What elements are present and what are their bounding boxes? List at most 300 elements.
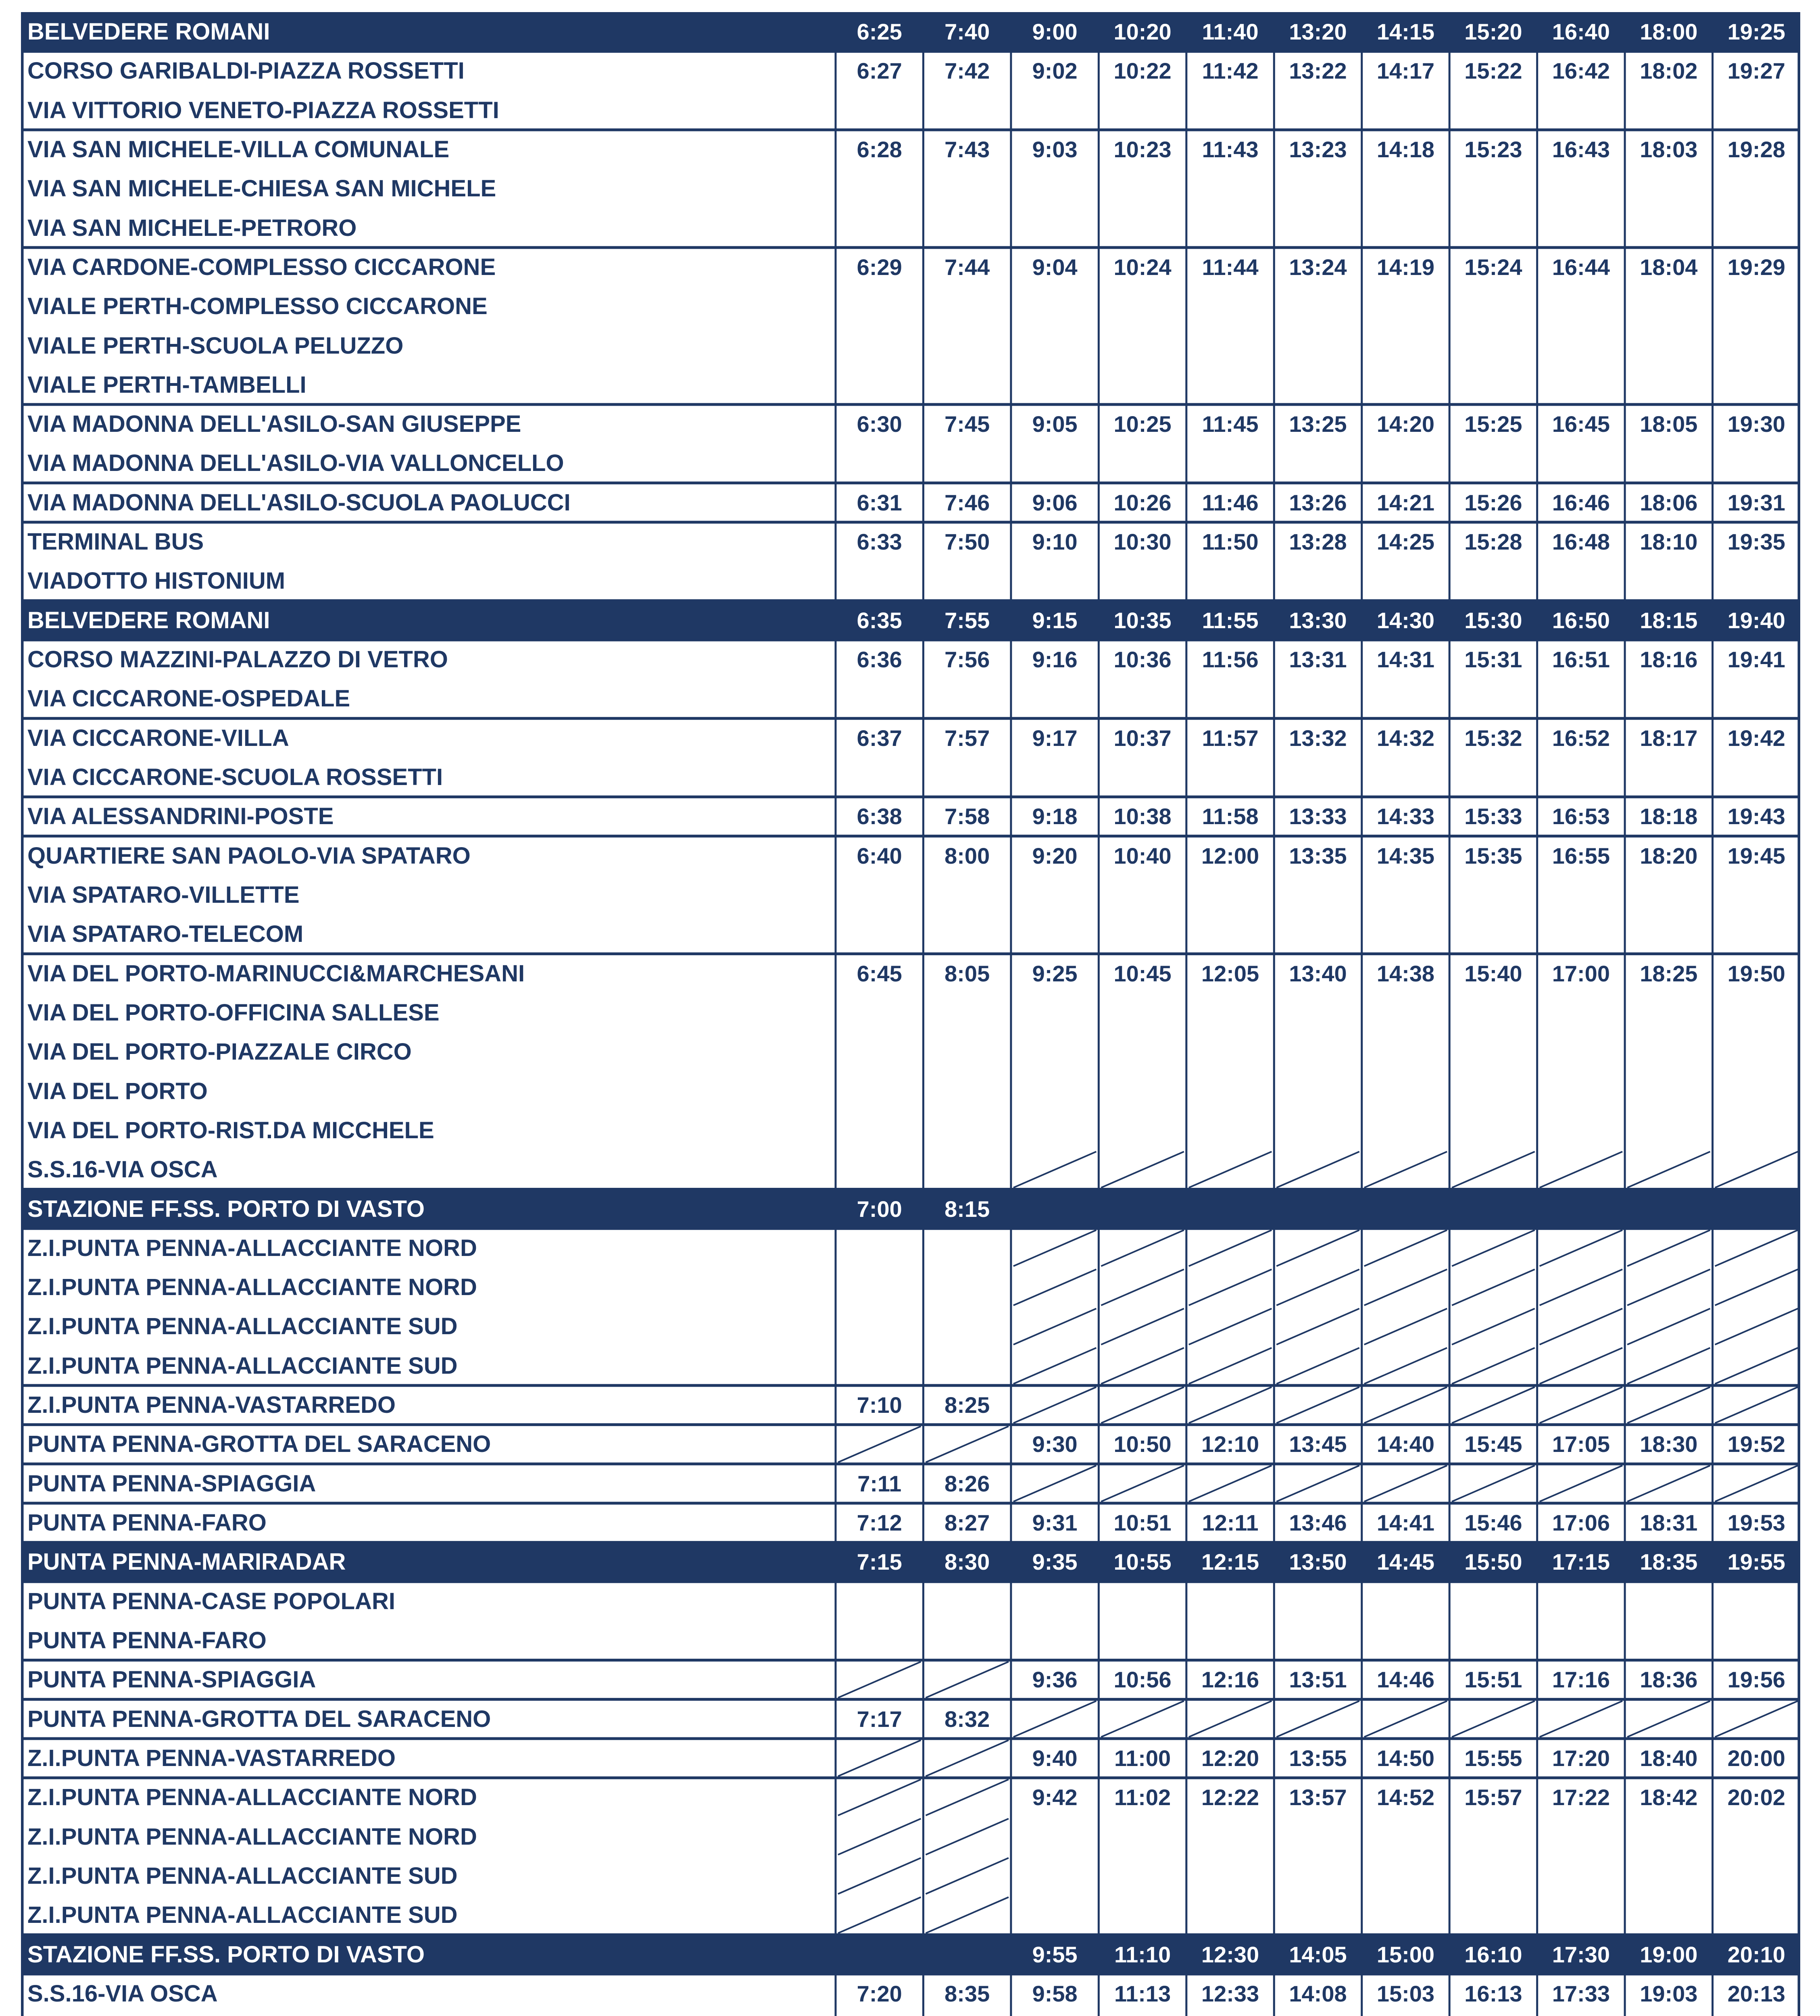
- stop-row: [21, 1817, 1800, 1856]
- departure-time: 10:22: [1113, 58, 1172, 84]
- departure-time: [1449, 1189, 1537, 1229]
- departure-time: [1625, 1464, 1712, 1503]
- departure-time: 18:40: [1640, 1745, 1698, 1771]
- departure-time: 7:12: [857, 1510, 902, 1536]
- departure-time: 18:36: [1640, 1667, 1698, 1693]
- stop-row: [21, 365, 1800, 404]
- departure-time: 16:51: [1552, 647, 1610, 673]
- stop-row: [21, 1778, 1800, 1817]
- departure-time: 13:22: [1289, 58, 1347, 84]
- departure-time: 18:16: [1640, 647, 1698, 673]
- departure-time: 19:45: [1727, 843, 1785, 868]
- departure-time: 14:52: [1376, 1785, 1435, 1810]
- stop-row: [21, 483, 1800, 522]
- departure-time: 19:42: [1727, 725, 1785, 751]
- stop-row: [21, 1072, 1800, 1111]
- departure-time: 13:20: [1289, 19, 1347, 44]
- departure-time: 20:10: [1727, 1941, 1785, 1967]
- departure-time: [1011, 1464, 1099, 1503]
- stop-name: Z.I.PUNTA PENNA-ALLACCIANTE NORD: [27, 1823, 477, 1850]
- stop-row: [21, 640, 1800, 679]
- departure-time: 14:30: [1376, 607, 1435, 633]
- stop-row: [21, 1032, 1800, 1071]
- departure-time: 18:25: [1640, 960, 1698, 986]
- departure-time: 19:27: [1727, 58, 1785, 84]
- departure-time: 9:17: [1032, 725, 1078, 751]
- departure-time: 14:38: [1376, 960, 1435, 986]
- departure-time: [1186, 1582, 1274, 1621]
- departure-time: 8:05: [944, 960, 990, 986]
- departure-time: 15:45: [1464, 1431, 1522, 1457]
- departure-time: 12:33: [1201, 1981, 1259, 2006]
- departure-time: 15:25: [1464, 411, 1522, 437]
- departure-time: 12:00: [1201, 843, 1259, 868]
- departure-time: 19:55: [1727, 1549, 1785, 1575]
- departure-time: 8:15: [944, 1196, 990, 1222]
- stop-name: Z.I.PUNTA PENNA-ALLACCIANTE NORD: [27, 1784, 477, 1811]
- departure-time: 13:45: [1289, 1431, 1347, 1457]
- stop-name: QUARTIERE SAN PAOLO-VIA SPATARO: [27, 842, 471, 869]
- departure-time: 7:43: [944, 136, 990, 162]
- departure-time: 17:30: [1552, 1941, 1610, 1967]
- departure-time: 6:25: [857, 19, 902, 44]
- stop-name: VIA CICCARONE-SCUOLA ROSSETTI: [27, 764, 443, 791]
- departure-time: [1537, 1229, 1625, 1268]
- departure-time: 6:45: [857, 960, 902, 986]
- departure-time: 11:58: [1202, 804, 1259, 829]
- stop-row: [21, 522, 1800, 561]
- departure-time: 17:00: [1552, 960, 1610, 986]
- departure-time: 13:31: [1289, 647, 1347, 673]
- departure-time: 6:37: [857, 725, 902, 751]
- bus-timetable: [21, 12, 1800, 2016]
- departure-time: 17:15: [1552, 1549, 1610, 1575]
- departure-time: 16:40: [1552, 19, 1610, 44]
- departure-time: 18:42: [1640, 1785, 1698, 1810]
- departure-time: 11:02: [1114, 1785, 1171, 1810]
- departure-time: 8:27: [944, 1510, 990, 1536]
- departure-time: 11:43: [1202, 136, 1259, 162]
- departure-time: 6:40: [857, 843, 902, 868]
- departure-time: 19:56: [1727, 1667, 1785, 1693]
- departure-time: 13:28: [1289, 529, 1347, 555]
- stop-name: PUNTA PENNA-CASE POPOLARI: [27, 1588, 395, 1614]
- departure-time: [1099, 1189, 1186, 1229]
- departure-time: [1537, 1582, 1625, 1621]
- departure-time: [923, 1582, 1011, 1621]
- departure-time: 6:31: [857, 489, 902, 515]
- departure-time: [923, 1425, 1011, 1464]
- departure-time: 14:08: [1289, 1981, 1347, 2006]
- stop-row: [21, 1974, 1800, 2013]
- departure-time: [1362, 1229, 1449, 1268]
- departure-time: 9:05: [1032, 411, 1078, 437]
- departure-time: [1713, 1464, 1800, 1503]
- departure-time: 10:23: [1113, 136, 1172, 162]
- departure-time: 13:40: [1289, 960, 1347, 986]
- stop-name: TERMINAL BUS: [27, 529, 204, 555]
- departure-time: 19:29: [1727, 254, 1785, 280]
- departure-time: 7:15: [857, 1549, 902, 1575]
- departure-time: 7:42: [944, 58, 990, 84]
- departure-time: 17:33: [1552, 1981, 1610, 2006]
- departure-time: 17:16: [1552, 1667, 1610, 1693]
- departure-time: [1011, 1582, 1099, 1621]
- departure-time: 8:26: [944, 1470, 990, 1496]
- stop-name: Z.I.PUNTA PENNA-VASTARREDO: [27, 1745, 396, 1771]
- stop-name: VIALE PERTH-SCUOLA PELUZZO: [27, 332, 404, 359]
- departure-time: 12:16: [1201, 1667, 1259, 1693]
- departure-time: 7:46: [944, 489, 990, 515]
- stop-row: [21, 1503, 1800, 1542]
- stop-row: [21, 719, 1800, 758]
- departure-time: 11:46: [1202, 489, 1259, 515]
- stop-row: [21, 1268, 1800, 1307]
- departure-time: 14:32: [1376, 725, 1435, 751]
- stop-name: VIA CICCARONE-VILLA: [27, 725, 289, 751]
- stop-row: [21, 1150, 1800, 1189]
- departure-time: [1449, 1385, 1537, 1425]
- departure-time: 15:30: [1464, 607, 1522, 633]
- departure-time: 13:46: [1289, 1510, 1347, 1536]
- departure-time: 13:25: [1289, 411, 1347, 437]
- departure-time: 7:00: [857, 1196, 902, 1222]
- departure-time: [836, 1778, 923, 1817]
- departure-time: [1011, 1699, 1099, 1739]
- departure-time: 13:51: [1289, 1667, 1347, 1693]
- stop-row: [21, 1660, 1800, 1699]
- departure-time: 8:25: [944, 1392, 990, 1418]
- stop-name: Z.I.PUNTA PENNA-ALLACCIANTE NORD: [27, 1235, 477, 1261]
- departure-time: 11:44: [1202, 254, 1259, 280]
- departure-time: 6:28: [857, 136, 902, 162]
- departure-time: 15:28: [1464, 529, 1522, 555]
- departure-time: 10:35: [1113, 607, 1172, 633]
- departure-time: [1713, 1189, 1800, 1229]
- highlighted-stop-row: [21, 12, 1800, 51]
- departure-time: [1537, 1699, 1625, 1739]
- departure-time: [1274, 1464, 1361, 1503]
- departure-time: 13:26: [1289, 489, 1347, 515]
- departure-time: 15:46: [1464, 1510, 1522, 1536]
- departure-time: [1713, 1229, 1800, 1268]
- departure-time: 10:55: [1113, 1549, 1172, 1575]
- departure-time: [1362, 1385, 1449, 1425]
- departure-time: 7:58: [944, 804, 990, 829]
- departure-time: 6:29: [857, 254, 902, 280]
- departure-time: 16:13: [1464, 1981, 1522, 2006]
- stop-name: PUNTA PENNA-MARIRADAR: [27, 1549, 346, 1575]
- departure-time: 7:57: [944, 725, 990, 751]
- departure-time: 9:40: [1032, 1745, 1078, 1771]
- departure-time: 16:53: [1552, 804, 1610, 829]
- stop-row: [21, 875, 1800, 914]
- stop-row: [21, 51, 1800, 90]
- stop-name: VIA VITTORIO VENETO-PIAZZA ROSSETTI: [27, 97, 499, 123]
- stop-row: [21, 1307, 1800, 1346]
- departure-time: 9:35: [1032, 1549, 1078, 1575]
- departure-time: 18:15: [1640, 607, 1698, 633]
- departure-time: [836, 1425, 923, 1464]
- departure-time: 15:31: [1464, 647, 1522, 673]
- departure-time: 7:50: [944, 529, 990, 555]
- stop-name: STAZIONE FF.SS. PORTO DI VASTO: [27, 1195, 425, 1222]
- departure-time: [1274, 1582, 1361, 1621]
- departure-time: [1099, 1582, 1186, 1621]
- departure-time: [1625, 1385, 1712, 1425]
- departure-time: 16:45: [1552, 411, 1610, 437]
- departure-time: [836, 1739, 923, 1778]
- departure-time: 15:22: [1464, 58, 1522, 84]
- stop-name: VIA DEL PORTO-OFFICINA SALLESE: [27, 999, 440, 1026]
- departure-time: 6:35: [857, 607, 902, 633]
- departure-time: [836, 1229, 923, 1268]
- departure-time: 11:00: [1114, 1745, 1171, 1771]
- departure-time: 14:41: [1376, 1510, 1435, 1536]
- stop-name: Z.I.PUNTA PENNA-ALLACCIANTE SUD: [27, 1862, 458, 1889]
- departure-time: [1713, 1385, 1800, 1425]
- departure-time: 10:37: [1113, 725, 1172, 751]
- departure-time: 15:40: [1464, 960, 1522, 986]
- departure-time: 18:02: [1640, 58, 1698, 84]
- departure-time: 14:50: [1376, 1745, 1435, 1771]
- departure-time: 10:38: [1113, 804, 1172, 829]
- departure-time: 15:57: [1464, 1785, 1522, 1810]
- departure-time: [1449, 1229, 1537, 1268]
- departure-time: 14:25: [1376, 529, 1435, 555]
- stop-name: PUNTA PENNA-FARO: [27, 1510, 267, 1536]
- departure-time: 18:10: [1640, 529, 1698, 555]
- departure-time: 17:20: [1552, 1745, 1610, 1771]
- stop-name: VIA MADONNA DELL'ASILO-VIA VALLONCELLO: [27, 450, 564, 477]
- stop-row: [21, 169, 1800, 208]
- stop-row: [21, 836, 1800, 875]
- stop-row: [21, 130, 1800, 169]
- departure-time: 6:33: [857, 529, 902, 555]
- stop-row: [21, 758, 1800, 797]
- stop-row: [21, 2013, 1800, 2016]
- departure-time: 18:18: [1640, 804, 1698, 829]
- departure-time: [923, 1935, 1011, 1974]
- departure-time: 14:15: [1376, 19, 1435, 44]
- departure-time: 10:30: [1113, 529, 1172, 555]
- departure-time: 8:00: [944, 843, 990, 868]
- departure-time: 16:50: [1552, 607, 1610, 633]
- stop-name: PUNTA PENNA-SPIAGGIA: [27, 1666, 316, 1693]
- departure-time: 13:30: [1289, 607, 1347, 633]
- departure-time: 9:30: [1032, 1431, 1078, 1457]
- departure-time: [1625, 1582, 1712, 1621]
- stop-name: PUNTA PENNA-GROTTA DEL SARACENO: [27, 1431, 491, 1458]
- departure-time: [1713, 1699, 1800, 1739]
- highlighted-stop-row: [21, 1542, 1800, 1581]
- departure-time: 18:04: [1640, 254, 1698, 280]
- departure-time: [1537, 1189, 1625, 1229]
- highlighted-stop-row: [21, 601, 1800, 640]
- departure-time: 9:58: [1032, 1981, 1078, 2006]
- stop-row: [21, 1699, 1800, 1739]
- departure-time: 15:50: [1464, 1549, 1522, 1575]
- departure-time: 8:35: [944, 1981, 990, 2006]
- stop-row: [21, 954, 1800, 993]
- departure-time: 18:17: [1640, 725, 1698, 751]
- departure-time: 13:23: [1289, 136, 1347, 162]
- departure-time: 18:35: [1640, 1549, 1698, 1575]
- departure-time: 15:32: [1464, 725, 1522, 751]
- stop-name: CORSO GARIBALDI-PIAZZA ROSSETTI: [27, 58, 465, 84]
- departure-time: 19:35: [1727, 529, 1785, 555]
- stop-row: [21, 91, 1800, 130]
- departure-time: 11:57: [1202, 725, 1259, 751]
- stop-name: PUNTA PENNA-SPIAGGIA: [27, 1470, 316, 1497]
- departure-time: 13:57: [1289, 1785, 1347, 1810]
- departure-time: 9:03: [1032, 136, 1078, 162]
- departure-time: [1274, 1229, 1361, 1268]
- departure-time: 10:26: [1113, 489, 1172, 515]
- departure-time: 9:55: [1032, 1941, 1078, 1967]
- departure-time: 9:02: [1032, 58, 1078, 84]
- departure-time: 11:56: [1202, 647, 1259, 673]
- departure-time: 16:42: [1552, 58, 1610, 84]
- departure-time: [1011, 1189, 1099, 1229]
- departure-time: 13:50: [1289, 1549, 1347, 1575]
- departure-time: 9:10: [1032, 529, 1078, 555]
- departure-time: 7:44: [944, 254, 990, 280]
- departure-time: 14:35: [1376, 843, 1435, 868]
- departure-time: 7:10: [857, 1392, 902, 1418]
- stop-name: Z.I.PUNTA PENNA-ALLACCIANTE NORD: [27, 1274, 477, 1301]
- stop-name: VIA DEL PORTO: [27, 1078, 208, 1104]
- departure-time: 19:25: [1727, 19, 1785, 44]
- departure-time: 10:24: [1113, 254, 1172, 280]
- stop-name: [21, 2013, 836, 2016]
- departure-time: 9:31: [1032, 1510, 1078, 1536]
- departure-time: 7:11: [857, 1470, 902, 1496]
- departure-time: [1625, 1699, 1712, 1739]
- departure-time: [836, 1660, 923, 1699]
- stop-name: VIALE PERTH-COMPLESSO CICCARONE: [27, 293, 488, 320]
- departure-time: 11:13: [1114, 1981, 1171, 2006]
- stop-row: [21, 1346, 1800, 1385]
- departure-time: 12:10: [1201, 1431, 1259, 1457]
- stop-name: PUNTA PENNA-FARO: [27, 1627, 267, 1654]
- stop-name: CORSO MAZZINI-PALAZZO DI VETRO: [27, 646, 448, 673]
- departure-time: 18:03: [1640, 136, 1698, 162]
- departure-time: 16:10: [1464, 1941, 1522, 1967]
- departure-time: [1099, 1464, 1186, 1503]
- stop-name: VIA CARDONE-COMPLESSO CICCARONE: [27, 254, 496, 280]
- stop-name: VIA SAN MICHELE-CHIESA SAN MICHELE: [27, 175, 496, 202]
- stop-name: S.S.16-VIA OSCA: [27, 1980, 218, 2007]
- stop-name: VIADOTTO HISTONIUM: [27, 568, 286, 594]
- stop-name: VIA MADONNA DELL'ASILO-SCUOLA PAOLUCCI: [27, 489, 571, 516]
- departure-time: 16:43: [1552, 136, 1610, 162]
- departure-time: 13:33: [1289, 804, 1347, 829]
- departure-time: 9:42: [1032, 1785, 1078, 1810]
- stop-name: VIA SPATARO-VILLETTE: [27, 881, 300, 908]
- departure-time: [1362, 1189, 1449, 1229]
- departure-time: [836, 1935, 923, 1974]
- departure-time: 6:38: [857, 804, 902, 829]
- departure-time: [1274, 1699, 1361, 1739]
- departure-time: 15:51: [1464, 1667, 1522, 1693]
- stop-row: [21, 1111, 1800, 1150]
- departure-time: [1449, 1699, 1537, 1739]
- departure-time: 14:33: [1376, 804, 1435, 829]
- stop-row: [21, 1895, 1800, 1935]
- departure-time: 9:04: [1032, 254, 1078, 280]
- departure-time: 15:24: [1464, 254, 1522, 280]
- departure-time: 18:00: [1640, 19, 1698, 44]
- departure-time: 11:45: [1202, 411, 1259, 437]
- departure-time: 14:05: [1289, 1941, 1347, 1967]
- departure-time: 6:27: [857, 58, 902, 84]
- departure-time: 19:50: [1727, 960, 1785, 986]
- departure-time: 9:06: [1032, 489, 1078, 515]
- departure-time: 16:48: [1552, 529, 1610, 555]
- stop-row: [21, 1425, 1800, 1464]
- departure-time: 18:06: [1640, 489, 1698, 515]
- stop-row: [21, 1739, 1800, 1778]
- departure-time: 6:36: [857, 647, 902, 673]
- stop-row: [21, 404, 1800, 444]
- departure-time: 13:35: [1289, 843, 1347, 868]
- departure-time: 18:20: [1640, 843, 1698, 868]
- departure-time: 13:32: [1289, 725, 1347, 751]
- departure-time: 14:17: [1376, 58, 1435, 84]
- departure-time: 19:03: [1640, 1981, 1698, 2006]
- departure-time: 14:19: [1376, 254, 1435, 280]
- departure-time: 15:55: [1464, 1745, 1522, 1771]
- stop-name: Z.I.PUNTA PENNA-ALLACCIANTE SUD: [27, 1352, 458, 1379]
- departure-time: 15:35: [1464, 843, 1522, 868]
- departure-time: 14:45: [1376, 1549, 1435, 1575]
- departure-time: 11:42: [1202, 58, 1259, 84]
- departure-time: 10:20: [1113, 19, 1172, 44]
- stop-name: PUNTA PENNA-GROTTA DEL SARACENO: [27, 1706, 491, 1732]
- departure-time: 13:55: [1289, 1745, 1347, 1771]
- departure-time: [1362, 1582, 1449, 1621]
- departure-time: 8:32: [944, 1706, 990, 1732]
- departure-time: 10:51: [1113, 1510, 1172, 1536]
- stop-row: [21, 561, 1800, 600]
- departure-time: 7:17: [857, 1706, 902, 1732]
- stop-name: VIA SAN MICHELE-PETRORO: [27, 215, 357, 241]
- stop-row: [21, 1621, 1800, 1660]
- departure-time: 13:24: [1289, 254, 1347, 280]
- departure-time: 9:00: [1032, 19, 1078, 44]
- departure-time: 18:31: [1640, 1510, 1698, 1536]
- departure-time: 15:00: [1376, 1941, 1435, 1967]
- departure-time: 19:43: [1727, 804, 1785, 829]
- departure-time: [1011, 1385, 1099, 1425]
- departure-time: [1362, 1699, 1449, 1739]
- stop-name: VIA DEL PORTO-PIAZZALE CIRCO: [27, 1039, 412, 1065]
- stop-name: S.S.16-VIA OSCA: [27, 1156, 218, 1183]
- departure-time: 14:21: [1376, 489, 1435, 515]
- stop-row: [21, 914, 1800, 954]
- departure-time: [1625, 1189, 1712, 1229]
- departure-time: [923, 1660, 1011, 1699]
- departure-time: 16:44: [1552, 254, 1610, 280]
- departure-time: [1449, 1464, 1537, 1503]
- departure-time: 10:40: [1113, 843, 1172, 868]
- departure-time: 18:05: [1640, 411, 1698, 437]
- departure-time: [1186, 1699, 1274, 1739]
- departure-time: 10:50: [1113, 1431, 1172, 1457]
- stop-name: STAZIONE FF.SS. PORTO DI VASTO: [27, 1941, 425, 1968]
- departure-time: 19:00: [1640, 1941, 1698, 1967]
